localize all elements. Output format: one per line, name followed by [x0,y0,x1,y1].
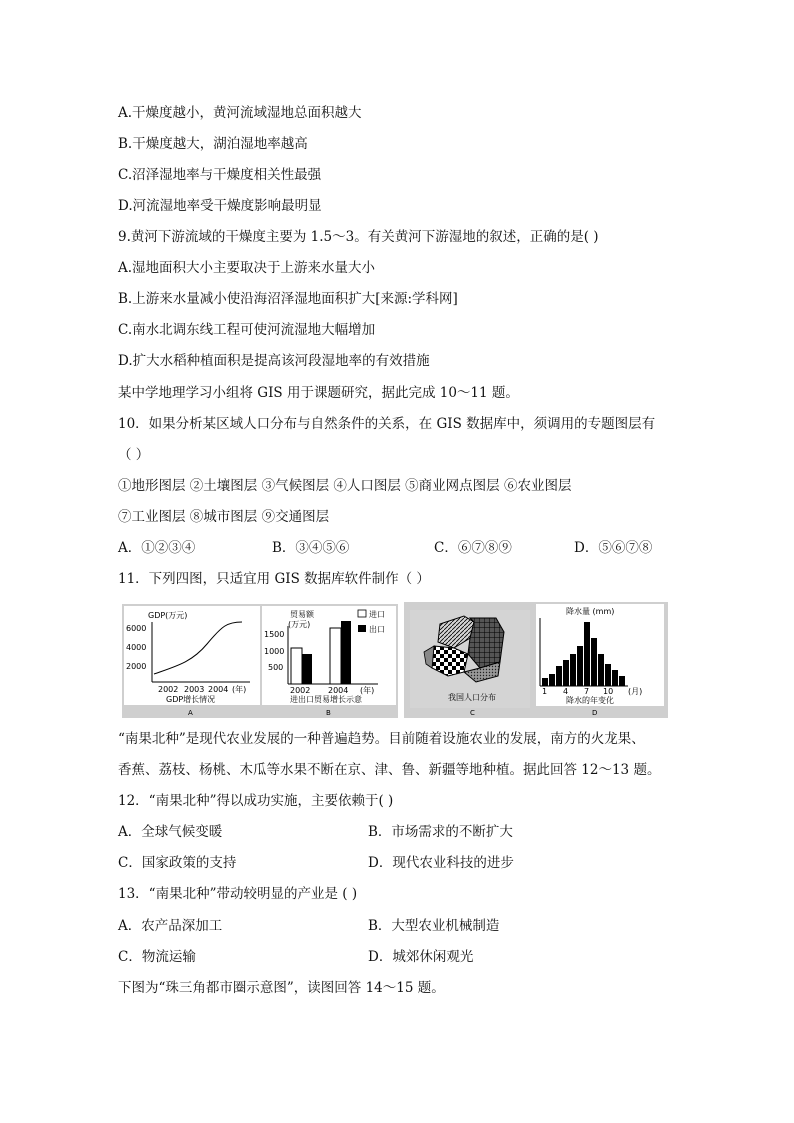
intro-10-11: 某中学地理学习小组将 GIS 用于课题研究，据此完成 10～11 题。 [118,385,519,401]
figure-cd [404,602,668,718]
figb-bar-export-2002 [302,654,312,684]
figa-ytick: 4000 [126,643,147,652]
figa-letter: A [188,709,193,717]
figd-bar-sep [598,654,604,686]
q10-option-c: C．⑥⑦⑧⑨ [434,540,512,556]
intro-12-13-line1: “南果北种”是现代农业发展的一种普遍趋势。目前随着设施农业的发展，南方的火龙果、 [118,731,645,747]
q10-option-a: A．①②③④ [118,540,196,556]
figb-caption: 进出口贸易增长示意 [290,695,362,704]
q10-stem: 10．如果分析某区域人口分布与自然条件的关系，在 GIS 数据库中，须调用的专题图层有 [118,416,656,432]
figb-bar-export-2004 [341,621,351,684]
figd-bar-jan [542,678,548,686]
figb-xtick: 2002 [290,686,311,695]
figd-xtick: 1 [542,687,548,696]
figd-xtick: 7 [584,687,590,696]
figd-bar-oct [605,664,611,686]
q13-option-c: C．物流运输 [118,949,196,965]
figa-xtick: 2003 [184,685,205,694]
figb-legend-import: 进口 [369,610,385,619]
q10-option-d: D．⑤⑥⑦⑧ [574,540,653,556]
figb-legend-export: 出口 [369,625,385,634]
q10-option-b: B．③④⑤⑥ [272,540,350,556]
figa-xunit: (年) [232,685,247,694]
figb-legend-export-swatch [358,625,366,632]
figa-ytick: 6000 [126,624,147,633]
figd-bar-feb [549,674,555,686]
q12-option-d: D．现代农业科技的进步 [368,855,514,871]
figure-b [262,604,398,718]
q9-option-a: A.湿地面积大小主要取决于上游来水量大小 [118,260,376,276]
figd-xunit: (月) [628,687,643,696]
figc-letter: C [470,709,475,717]
q12-options-row2 [118,854,618,872]
q10-options [118,539,678,557]
q8-option-b: B.干燥度越大，湖泊湿地率越高 [118,136,308,152]
q9-option-d: D.扩大水稻种植面积是提高该河段湿地率的有效措施 [118,353,430,369]
figd-title: 降水量 (mm) [566,607,615,616]
figd-bar-may [570,654,576,686]
q12-option-a: A．全球气候变暖 [118,824,223,840]
q12-options-row1 [118,823,618,841]
q12-option-b: B．市场需求的不断扩大 [368,824,513,840]
figd-bar-apr [563,660,569,686]
figd-bar-aug [591,638,597,686]
figb-ytick: 1500 [264,630,285,639]
figb-ytick: 500 [268,663,284,672]
q9-stem: 9.黄河下游流域的干燥度主要为 1.5～3。有关黄河下游湿地的叙述，正确的是( ) [118,229,599,245]
figb-bar-import-2002 [291,648,302,684]
figb-xtick: 2004 [328,686,349,695]
intro-14-15: 下图为“珠三角都市圈示意图”，读图回答 14～15 题。 [118,980,445,996]
figb-ylabel: 贸易额 [290,610,314,619]
q8-option-a: A.干燥度越小，黄河流域湿地总面积越大 [118,105,362,121]
figd-xtick: 4 [563,687,569,696]
figa-ylabel: GDP(万元) [148,611,188,620]
figa-ytick: 2000 [126,662,147,671]
figd-letter: D [592,709,598,717]
q9-option-c: C.南水北调东线工程可使河流湿地大幅增加 [118,322,376,338]
figb-letter: B [326,709,331,717]
figd-caption: 降水的年变化 [566,696,614,705]
figa-xtick: 2004 [208,685,229,694]
q13-option-b: B．大型农业机械制造 [368,918,500,934]
q13-option-d: D．城郊休闲观光 [368,949,474,965]
figb-ytick: 1000 [264,647,285,656]
q8-option-c: C.沼泽湿地率与干燥度相关性最强 [118,167,322,183]
intro-12-13-line2: 香蕉、荔枝、杨桃、木瓜等水果不断在京、津、鲁、新疆等地种植。据此回答 12～13 题。 [118,762,661,778]
figc-caption: 我国人口分布 [448,693,496,702]
q13-options-row1 [118,917,618,935]
figb-bar-import-2004 [330,628,341,684]
q10-layers-2: ⑦工业图层 ⑧城市图层 ⑨交通图层 [118,509,330,525]
figc-region-grid [468,618,504,668]
figd-bar-dec [619,676,625,686]
q13-stem: 13．“南果北种”带动较明显的产业是 ( ) [118,886,358,902]
figure-a [122,604,262,718]
q13-options-row2 [118,948,618,966]
q9-option-b: B.上游来水量减小使沿海沼泽湿地面积扩大[来源:学科网] [118,291,458,307]
figa-xtick: 2002 [158,685,179,694]
figd-bar-jul [584,622,590,686]
q13-option-a: A．农产品深加工 [118,918,223,934]
q12-stem: 12．“南果北种”得以成功实施，主要依赖于( ) [118,793,394,809]
q10-stem-paren: （ ） [118,447,150,463]
figb-ylabel-unit: (万元) [288,620,311,629]
figd-xtick: 10 [603,687,614,696]
figb-xunit: (年) [360,686,375,695]
figa-caption: GDP增长情况 [166,695,216,704]
figd-bar-mar [556,666,562,686]
figd-bar-nov [612,670,618,686]
figb-legend-import-swatch [358,610,366,617]
q12-option-c: C．国家政策的支持 [118,855,237,871]
q10-layers-1: ①地形图层 ②土壤图层 ③气候图层 ④人口图层 ⑤商业网点图层 ⑥农业图层 [118,478,572,494]
figd-bar-jun [577,646,583,686]
q11-stem: 11．下列四图，只适宜用 GIS 数据库软件制作（ ） [118,571,430,587]
q8-option-d: D.河流湿地率受干燥度影响最明显 [118,198,322,214]
